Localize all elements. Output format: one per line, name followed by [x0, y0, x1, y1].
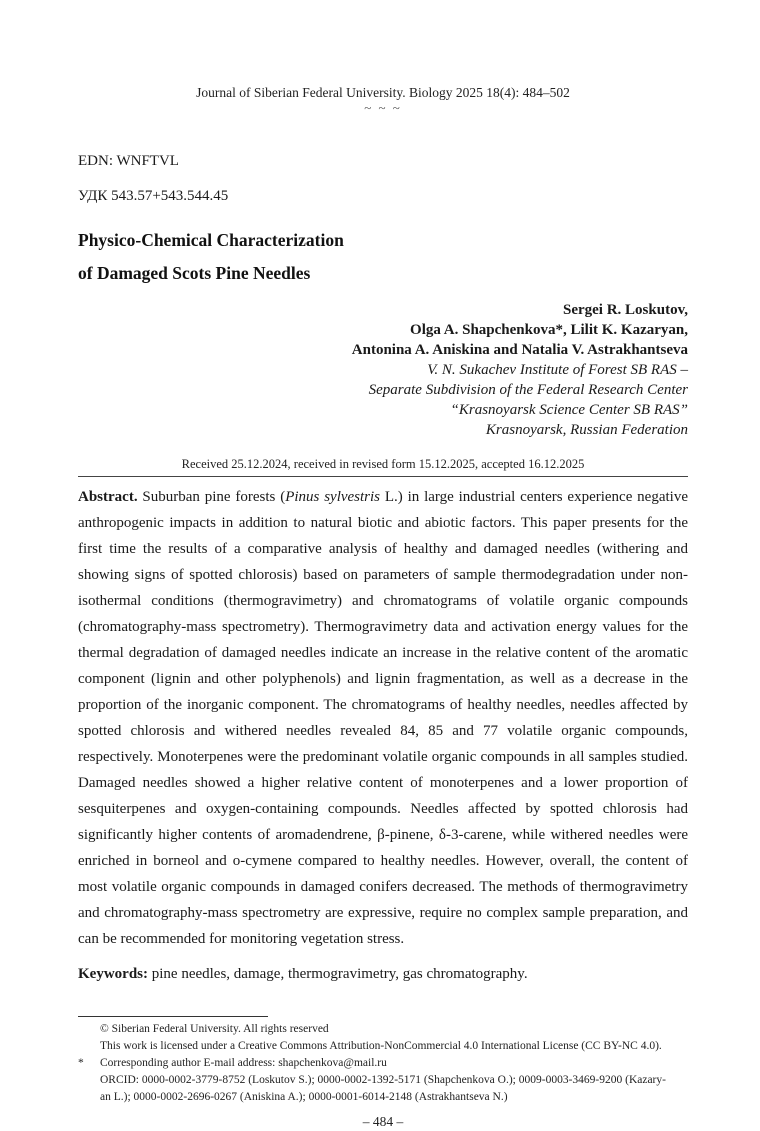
- article-title-line2: of Damaged Scots Pine Needles: [78, 263, 311, 283]
- abstract-label: Abstract.: [78, 489, 138, 505]
- article-title-line1: Physico-Chemical Characterization: [78, 230, 344, 250]
- affiliation-line: Separate Subdivision of the Federal Research Center: [368, 382, 688, 398]
- asterisk-marker: *: [78, 1057, 84, 1069]
- author-line: Sergei R. Loskutov,: [562, 302, 688, 318]
- orcid-note-line1: ORCID: 0000-0002-3779-8752 (Loskutov S.); 0000-0002-1392-5171 (Shapchenkova O.); 0009-0003-3469-9200 (Kazary-: [100, 1074, 666, 1086]
- abstract-text-part1: Suburban pine forests (: [137, 489, 286, 505]
- affiliation-line: “Krasnoyarsk Science Center SB RAS”: [450, 402, 688, 418]
- keywords-label: Keywords:: [78, 966, 148, 982]
- author-line: Antonina A. Aniskina and Natalia V. Astrakhantseva: [351, 342, 688, 358]
- abstract-divider: [78, 476, 688, 477]
- keywords-text: pine needles, damage, thermogravimetry, gas chromatography.: [148, 966, 528, 982]
- corresponding-author-note: [78, 1055, 688, 1072]
- edn-code: EDN: WNFTVL: [78, 153, 179, 169]
- article-title: [78, 224, 688, 290]
- abstract-text-part2: L.) in large industrial centers experience negative anthropogenic impacts in addition to natural biotic and abiotic factors. This paper presents for the first time the results of a comparative analysis of healthy and damaged needles (withering and showing signs of spotted chlorosis) based on parameters of sample thermodegradation under non-isothermal conditions (thermogravimetry) and chromatograms of volatile organic compounds (chromatography-mass spectrometry). Thermogravimetry data and activation energy values for the thermal degradation of damaged needles indicate an increase in the relative content of the aromatic component (lignin and other polyphenols) and lignin fragmentation, as well as a decrease in the proportion of the inorganic component. The chromatograms of healthy needles, needles affected by spotted chlorosis and withered needles revealed 84, 85 and 77 volatile organic compounds, respectively. Monoterpenes were the predominant volatile organic compounds in all samples studied. Damaged needles showed a higher relative content of monoterpenes and a lower proportion of sesquiterpenes and oxygen-containing compounds. Needles affected by spotted chlorosis had significantly higher contents of aromadendrene, β-pinene, δ-3-carene, while withered needles were enriched in borneol and o-cymene compared to healthy needles. However, overall, the content of most volatile organic compounds in damaged conifers decreased. The methods of thermogravimetry and chromatography-mass spectrometry are expressive, require no complex sample preparation, and can be recommended for monitoring vegetation stress.: [78, 489, 688, 947]
- affiliation-block: [78, 360, 688, 440]
- species-name-italic: Pinus sylvestris: [285, 489, 381, 505]
- affiliation-line: Krasnoyarsk, Russian Federation: [485, 422, 688, 438]
- license-note: This work is licensed under a Creative Commons Attribution-NonCommercial 4.0 International License (CC BY-NC 4.0).: [100, 1040, 662, 1052]
- page-number: – 484 –: [362, 1114, 404, 1129]
- received-dates: Received 25.12.2024, received in revised form 15.12.2025, accepted 16.12.2025: [181, 457, 585, 471]
- header-separator: ~ ~ ~: [364, 100, 402, 115]
- copyright-note: © Siberian Federal University. All rights reserved: [100, 1023, 329, 1035]
- corresponding-author-text: Corresponding author E-mail address: shapchenkova@mail.ru: [100, 1057, 387, 1069]
- affiliation-line: V. N. Sukachev Institute of Forest SB RAS –: [427, 362, 688, 378]
- keywords-line: [78, 964, 688, 984]
- abstract-paragraph: [78, 484, 688, 952]
- journal-header: Journal of Siberian Federal University. Biology 2025 18(4): 484–502: [196, 85, 570, 100]
- authors-block: [78, 300, 688, 360]
- footnote-divider: [78, 1016, 268, 1017]
- orcid-note-line2: an L.); 0000-0002-2696-0267 (Aniskina A.); 0000-0001-6014-2148 (Astrakhantseva N.): [100, 1091, 508, 1103]
- footnotes-block: [78, 1021, 688, 1106]
- author-line: Olga A. Shapchenkova*, Lilit K. Kazaryan,: [410, 322, 688, 338]
- udk-code: УДК 543.57+543.544.45: [78, 188, 229, 204]
